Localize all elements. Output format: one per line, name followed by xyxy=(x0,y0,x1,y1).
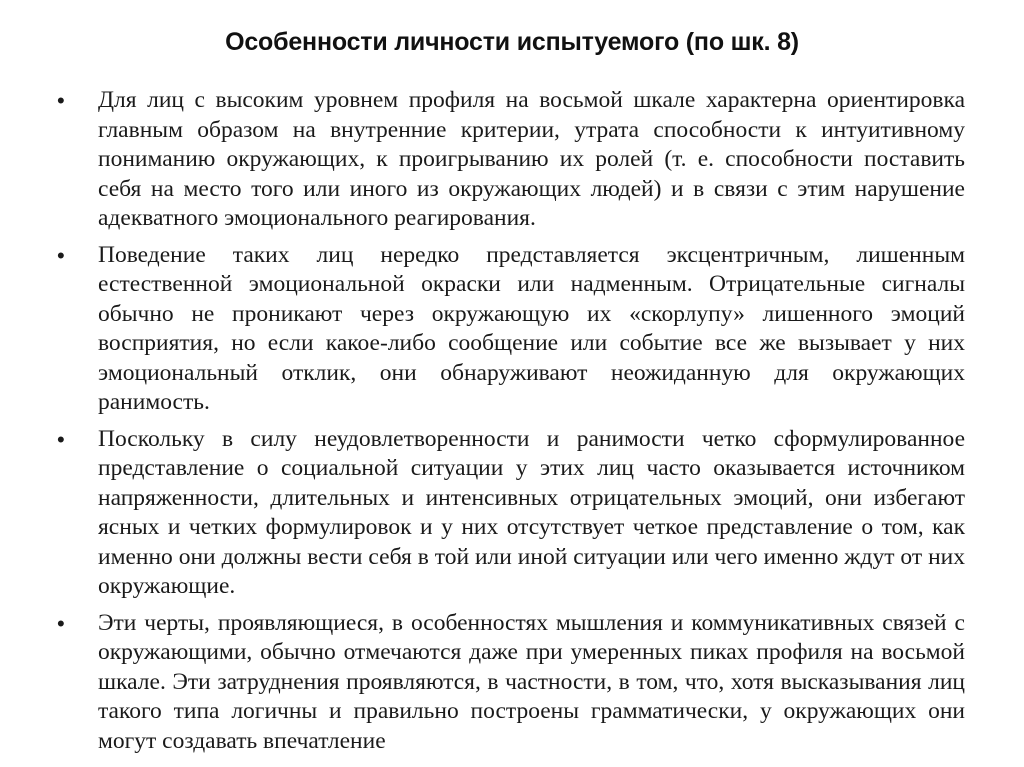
bullet-icon: • xyxy=(57,88,65,113)
bullet-icon: • xyxy=(57,242,65,268)
paragraph-text: Для лиц с высоким уровнем профиля на восьмой шкале характерна ориентировка главным образом на внутренние критерии, утрата способности к интуитивному пониманию окружающих, к проигрыванию их ролей (т. е. способности поставить себя на место того или иного из окружающих людей) и в связи с этим нарушение адекватного эмоционального реагирования. xyxy=(98,87,965,231)
slide-title: Особенности личности испытуемого (по шк. 8) xyxy=(225,28,799,56)
paragraph-text: Эти черты, проявляющиеся, в особенностях мышления и коммуникативных связей с окружающими, обычно отмечаются даже при умеренных пиках профиля на восьмой шкале. Эти затруднения проявляются, в частности, в том, что, хотя высказывания лиц такого типа логичны и правильно построены грамматически, у окружающих они могут создавать впечатление xyxy=(98,609,965,754)
list-item xyxy=(0,86,1024,234)
bullet-list xyxy=(0,86,1024,763)
paragraph-text: Поведение таких лиц нередко представляется эксцентричным, лишенным естественной эмоциональной окраски или надменным. Отрицательные сигналы обычно не проникают через окружающую их «скорлупу» лишенного эмоций восприятия, но если какое-либо сообщение или событие все же вызывает у них эмоциональный отклик, они обнаруживают неожиданную для окружающих ранимость. xyxy=(98,241,965,415)
list-item xyxy=(0,241,1024,418)
list-item xyxy=(0,609,1024,757)
bullet-icon: • xyxy=(57,610,65,636)
paragraph-text: Поскольку в силу неудовлетворенности и ранимости четко сформулированное представление о социальной ситуации у этих лиц часто оказывается источником напряженности, длительных и интенсивных отрицательных эмоций, они избегают ясных и четких формулировок и у них отсутствует четкое представление о том, как именно они должны вести себя в той или иной ситуации или чего именно ждут от них окружающие. xyxy=(98,425,965,599)
bullet-icon: • xyxy=(57,426,65,452)
list-item xyxy=(0,425,1024,602)
